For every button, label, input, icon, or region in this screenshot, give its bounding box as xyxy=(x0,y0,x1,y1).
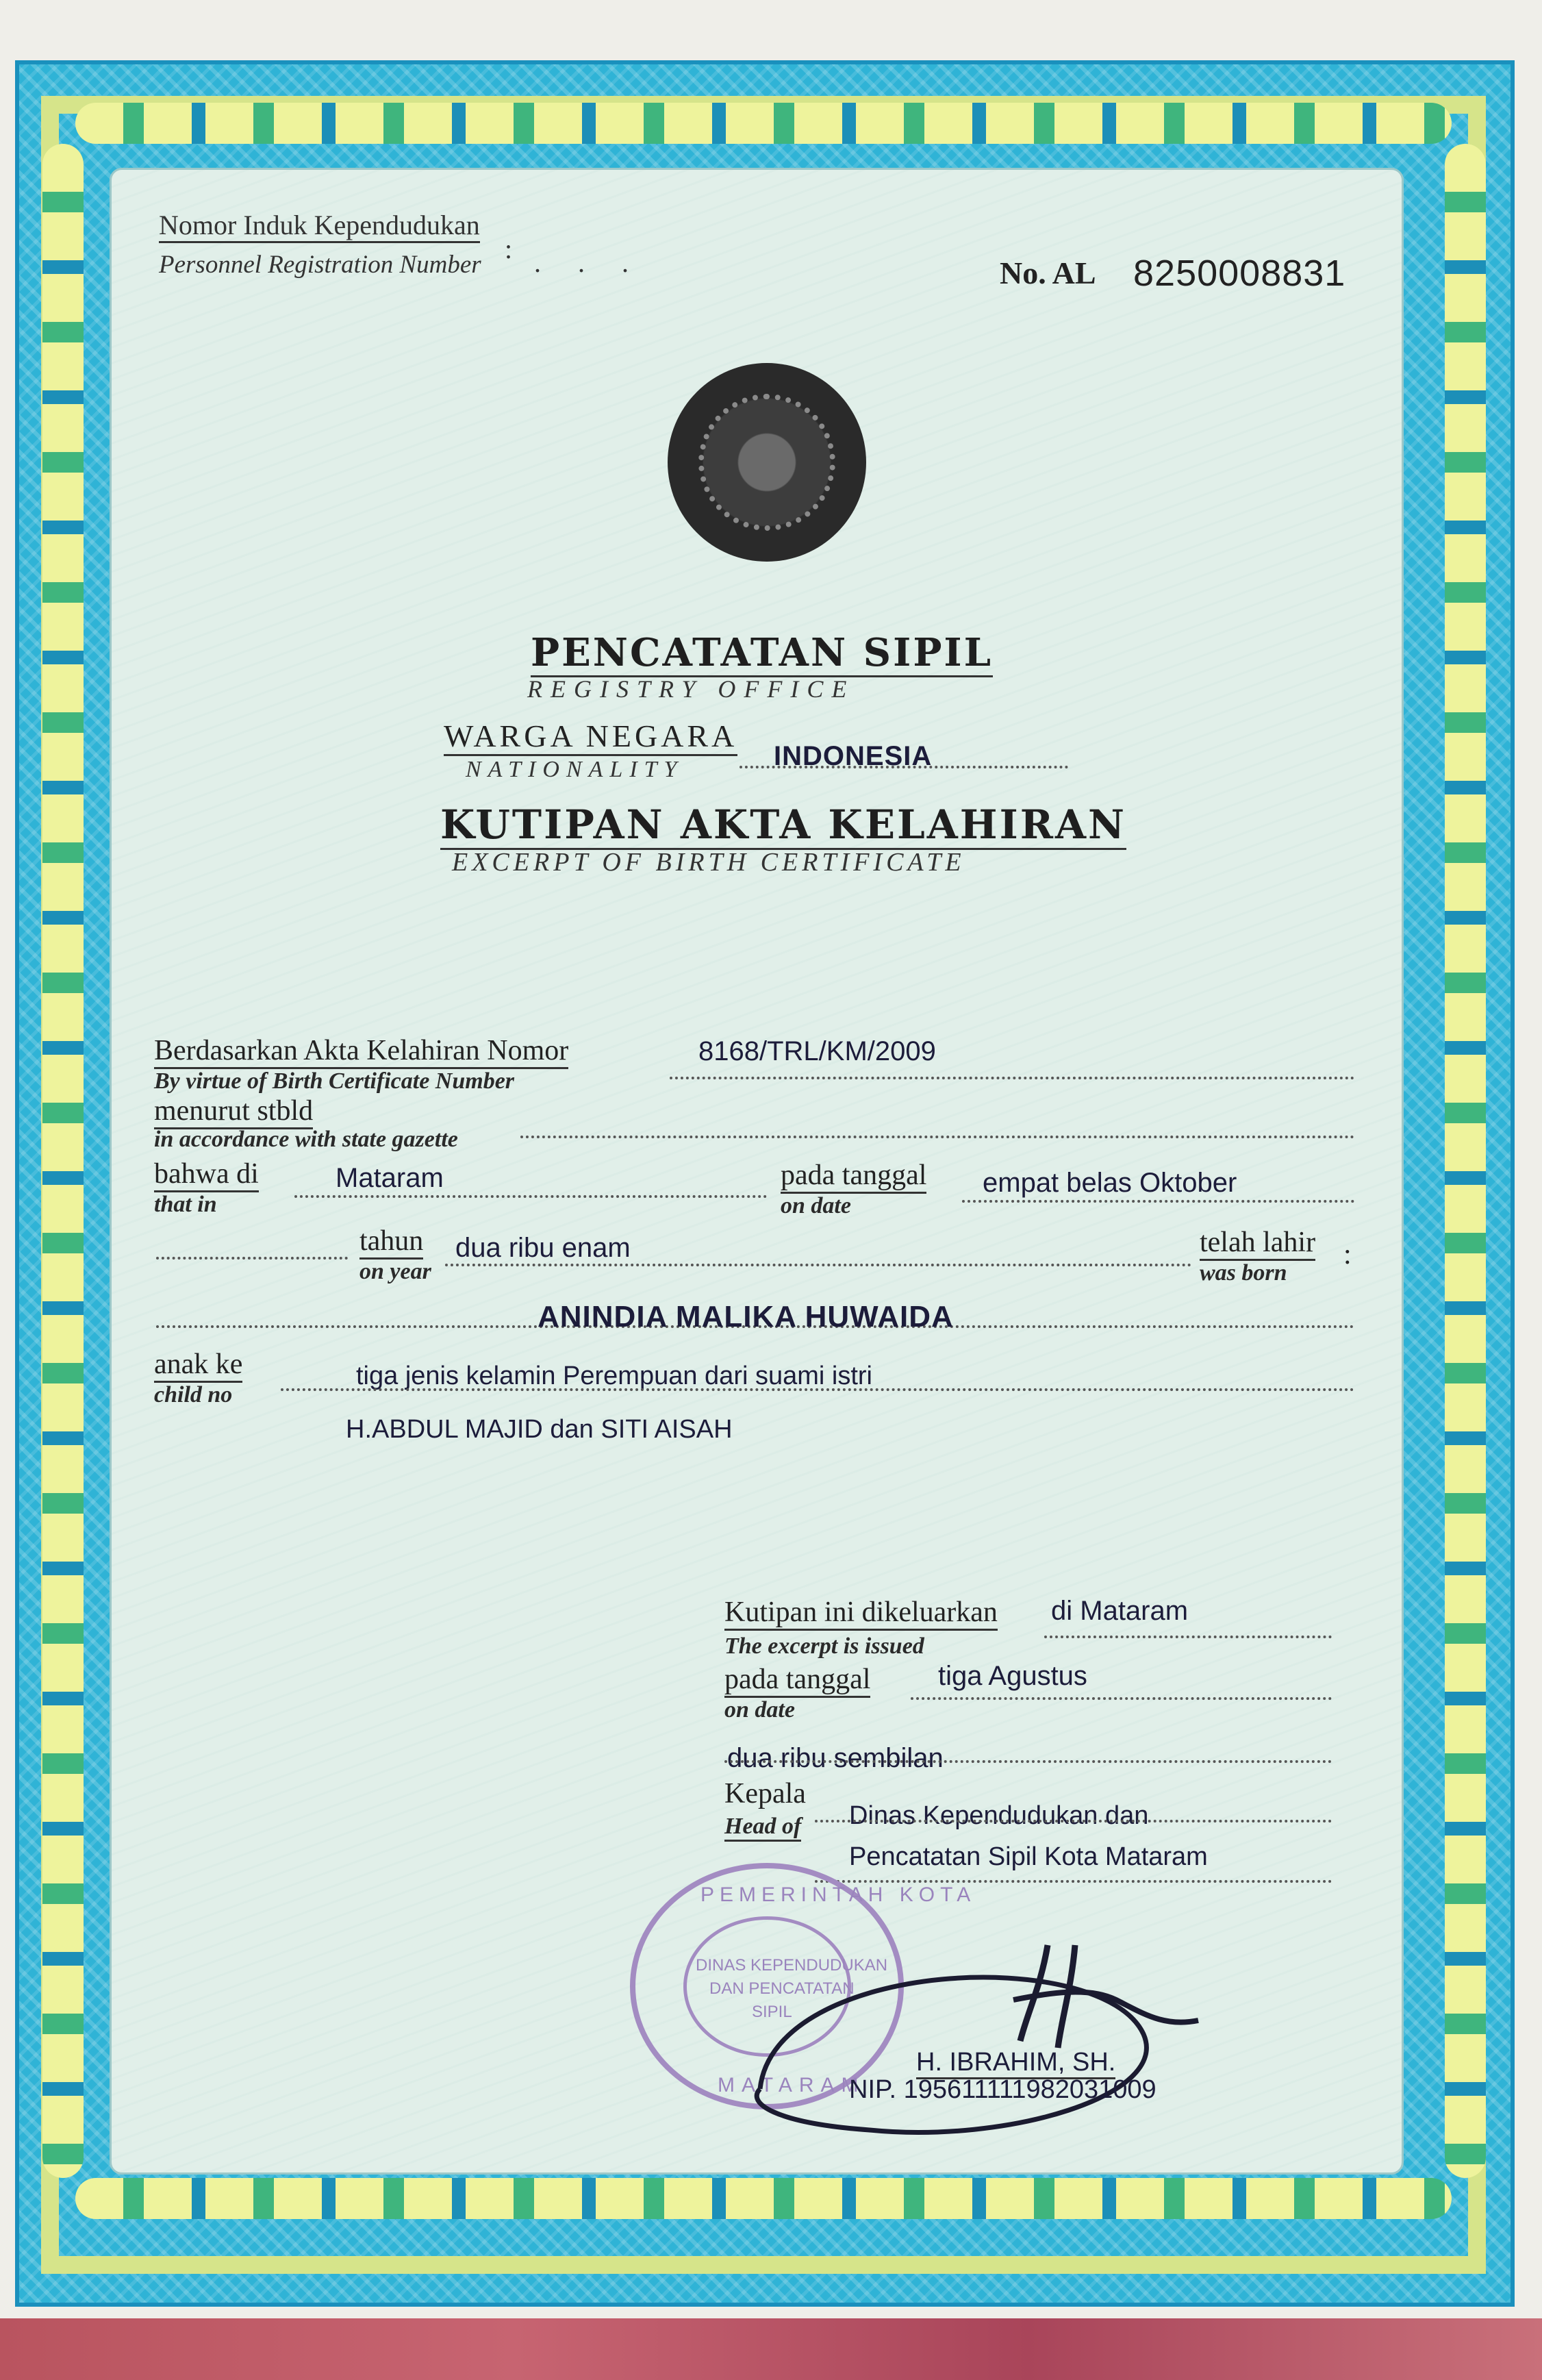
head-label: Kepala xyxy=(724,1778,806,1809)
parents-value: H.ABDUL MAJID dan SITI AISAH xyxy=(346,1415,733,1444)
nationality-value: INDONESIA xyxy=(774,741,933,771)
issued-place-value: di Mataram xyxy=(1051,1596,1189,1626)
nationality-dotline xyxy=(740,766,1068,768)
serial-number: 8250008831 xyxy=(1133,253,1346,294)
nationality-label-en: NATIONALITY xyxy=(466,757,684,782)
registration-label-en: Personnel Registration Number xyxy=(159,251,481,279)
office-line1: Dinas Kependudukan dan xyxy=(849,1801,1149,1830)
stamp-center-line3: SIPIL xyxy=(752,2003,792,2021)
issued-dotline xyxy=(1044,1636,1332,1638)
certificate-title-en: EXCERPT OF BIRTH CERTIFICATE xyxy=(452,848,965,877)
child-no-label: anak ke xyxy=(154,1348,242,1383)
border-ornament-right xyxy=(1445,144,1486,2178)
born-label-en: was born xyxy=(1200,1260,1287,1286)
issued-label: Kutipan ini dikeluarkan xyxy=(724,1596,998,1631)
head-label-en: Head of xyxy=(724,1814,801,1842)
office-dotline-2 xyxy=(815,1880,1332,1883)
issue-year-dotline xyxy=(724,1760,1332,1763)
registration-dots: . . . xyxy=(534,247,644,278)
stamp-ring-bottom: MATARAM xyxy=(718,2074,865,2096)
place-dotline xyxy=(294,1195,767,1198)
birth-date-dotline xyxy=(962,1200,1354,1203)
nationality-label: WARGA NEGARA xyxy=(444,718,737,756)
year-dotline xyxy=(445,1264,1191,1266)
deed-label: Berdasarkan Akta Kelahiran Nomor xyxy=(154,1034,568,1069)
child-no-value: tiga jenis kelamin Perempuan dari suami istri xyxy=(356,1362,872,1390)
stbld-label-en: in accordance with state gazette xyxy=(154,1127,458,1152)
serial-label: No. AL xyxy=(1000,255,1096,290)
child-no-dotline xyxy=(281,1388,1354,1391)
stamp-ring-top: PEMERINTAH KOTA xyxy=(700,1883,976,1906)
office-dotline-1 xyxy=(815,1820,1332,1822)
issue-date-value: tiga Agustus xyxy=(938,1661,1087,1691)
office-title: PENCATATAN SIPIL xyxy=(531,630,993,677)
signatory-name: H. IBRAHIM, SH. xyxy=(916,2048,1115,2079)
year-lead-dotline xyxy=(156,1257,348,1260)
issue-date-dotline xyxy=(911,1697,1332,1700)
child-no-label-en: child no xyxy=(154,1382,233,1407)
birth-date-label: pada tanggal xyxy=(781,1159,926,1194)
garuda-emblem-icon xyxy=(668,363,866,562)
year-label: tahun xyxy=(359,1225,423,1260)
place-label-en: that in xyxy=(154,1192,217,1217)
signatory-nip: NIP. 195611111982031009 xyxy=(849,2075,1156,2104)
stamp-center-line1: DINAS KEPENDUDUKAN xyxy=(696,1956,888,1975)
birth-date-label-en: on date xyxy=(781,1193,851,1218)
year-value: dua ribu enam xyxy=(455,1233,631,1263)
deed-label-en: By virtue of Birth Certificate Number xyxy=(154,1068,515,1094)
birth-date-value: empat belas Oktober xyxy=(983,1168,1237,1198)
issued-label-en: The excerpt is issued xyxy=(724,1633,924,1659)
certificate-title: KUTIPAN AKTA KELAHIRAN xyxy=(440,801,1126,850)
table-surface xyxy=(0,2318,1542,2380)
child-name-value: ANINDIA MALIKA HUWAIDA xyxy=(538,1300,954,1333)
border-ornament-left xyxy=(42,144,84,2178)
border-ornament-top xyxy=(75,103,1452,144)
registration-label: Nomor Induk Kependudukan xyxy=(159,209,480,243)
office-title-en: REGISTRY OFFICE xyxy=(527,675,855,703)
issue-date-label: pada tanggal xyxy=(724,1663,870,1698)
place-label: bahwa di xyxy=(154,1157,259,1192)
border-ornament-bottom xyxy=(75,2178,1452,2219)
issue-year-value: dua ribu sembilan xyxy=(727,1743,944,1773)
issue-date-label-en: on date xyxy=(724,1697,795,1723)
deed-dotline xyxy=(670,1077,1354,1079)
place-value: Mataram xyxy=(336,1163,444,1193)
registration-colon: : xyxy=(505,234,513,264)
stamp-center-line2: DAN PENCATATAN xyxy=(709,1979,855,1998)
emblem-ring xyxy=(698,394,835,531)
stbld-dotline xyxy=(520,1136,1354,1138)
deed-number-value: 8168/TRL/KM/2009 xyxy=(698,1036,936,1066)
born-colon: : xyxy=(1343,1239,1352,1270)
born-label: telah lahir xyxy=(1200,1226,1315,1261)
year-label-en: on year xyxy=(359,1259,431,1284)
office-line2: Pencatatan Sipil Kota Mataram xyxy=(849,1842,1208,1871)
stbld-label: menurut stbld xyxy=(154,1094,313,1129)
signature-icon xyxy=(719,1918,1267,2164)
